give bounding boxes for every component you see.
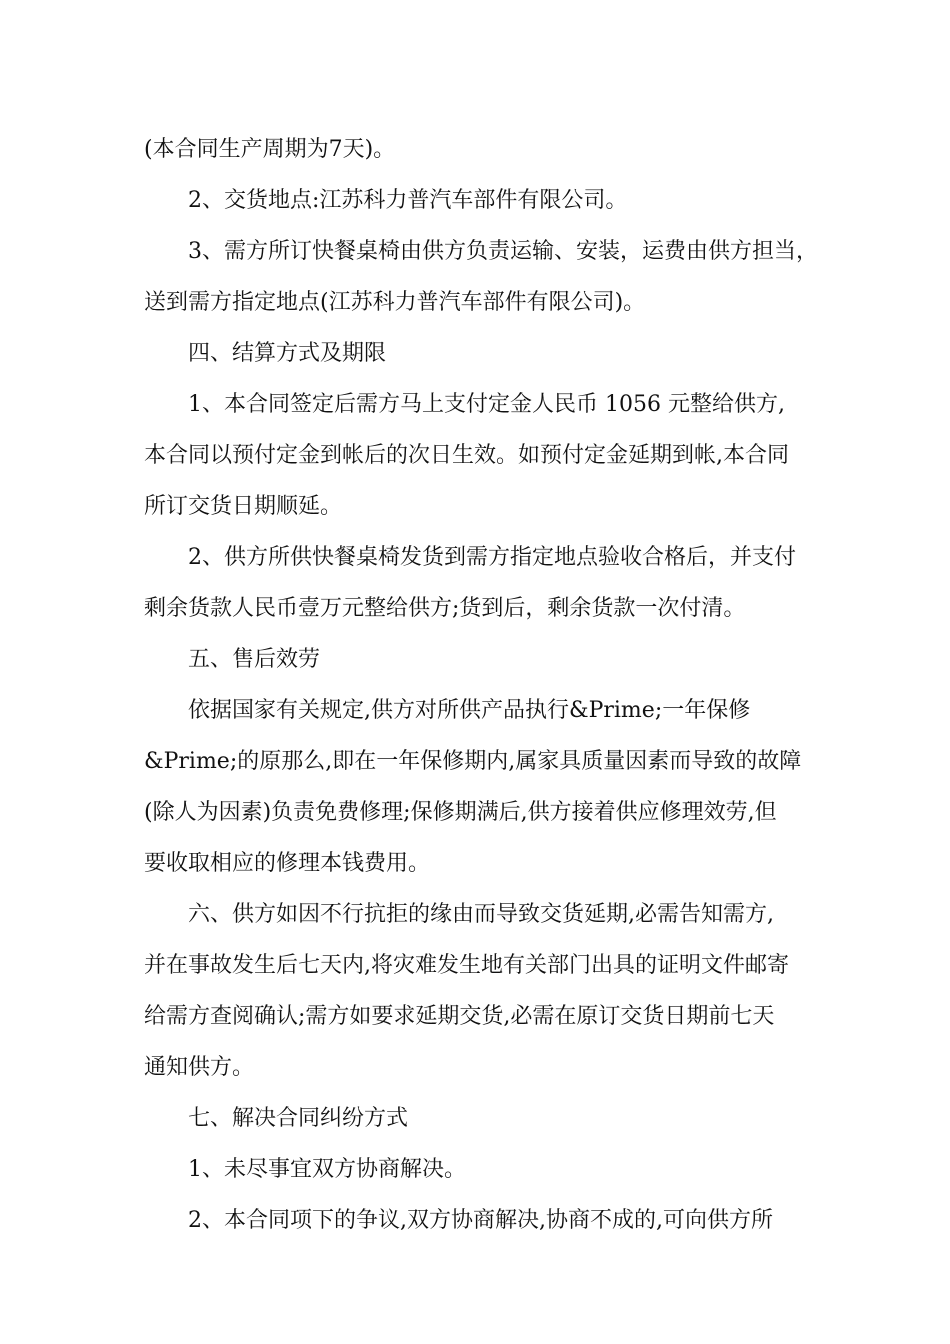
- text-line: 六、供方如因不行抗拒的缘由而导致交货延期,必需告知需方,: [188, 902, 774, 927]
- section-heading: 四、结算方式及期限: [188, 341, 387, 366]
- text-line: 送到需方指定地点(江苏科力普汽车部件有限公司)。: [144, 290, 646, 315]
- text-line: 通知供方。: [144, 1055, 255, 1080]
- section-heading: 七、解决合同纠纷方式: [188, 1106, 409, 1131]
- text-line: 2、本合同项下的争议,双方协商解决,协商不成的,可向供方所: [188, 1208, 773, 1233]
- text-line: 本合同以预付定金到帐后的次日生效。如预付定金延期到帐,本合同: [144, 443, 789, 468]
- section-heading: 五、售后效劳: [188, 647, 321, 672]
- text-line: 2、供方所供快餐桌椅发货到需方指定地点验收合格后，并支付: [188, 545, 796, 570]
- text-line: 1、未尽事宜双方协商解决。: [188, 1157, 466, 1182]
- text-line: 给需方查阅确认;需方如要求延期交货,必需在原订交货日期前七天: [144, 1004, 775, 1029]
- text-line: 依据国家有关规定,供方对所供产品执行&Prime;一年保修: [188, 698, 751, 723]
- text-line: 要收取相应的修理本钱费用。: [144, 851, 431, 876]
- text-line: 所订交货日期顺延。: [144, 494, 343, 519]
- text-line: &Prime;的原那么,即在一年保修期内,属家具质量因素而导致的故障: [144, 749, 802, 774]
- text-line: (除人为因素)负责免费修理;保修期满后,供方接着供应修理效劳,但: [144, 800, 777, 825]
- text-line: 并在事故发生后七天内,将灾难发生地有关部门出具的证明文件邮寄: [144, 953, 789, 978]
- text-line: (本合同生产周期为7天)。: [144, 137, 396, 162]
- text-line: 2、交货地点:江苏科力普汽车部件有限公司。: [188, 188, 628, 213]
- text-line: 3、需方所订快餐桌椅由供方负责运输、安装，运费由供方担当，: [188, 239, 818, 264]
- text-line: 剩余货款人民币壹万元整给供方;货到后，剩余货款一次付清。: [144, 596, 746, 621]
- text-line: 1、本合同签定后需方马上支付定金人民币 1056 元整给供方,: [188, 392, 785, 417]
